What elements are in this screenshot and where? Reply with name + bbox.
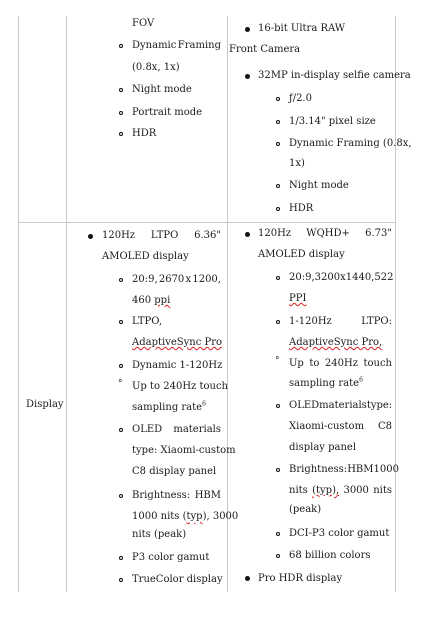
touch-text: sampling rate: [132, 402, 203, 413]
sub-bullet-icon: [276, 120, 280, 124]
brightness-typ: typ: [186, 511, 203, 522]
col2-touch-line1: [289, 357, 392, 371]
footnote-marker: 6: [359, 376, 363, 384]
sub-bullet-icon: [276, 276, 280, 280]
word: nits: [289, 485, 308, 496]
sub-bullet-icon: [119, 320, 123, 324]
sub-bullet-icon: [119, 428, 123, 432]
word: 20:9,: [132, 274, 158, 285]
footnote-marker: 6: [202, 400, 206, 408]
sub-bullet-icon: [276, 404, 280, 408]
sub-bullet-icon: [276, 468, 280, 472]
touch-text: sampling rate: [289, 378, 360, 389]
word: Brightness:: [289, 464, 348, 475]
col1-oled-line2: type: Xiaomi-custom: [132, 445, 236, 456]
word: 6.36": [194, 230, 221, 241]
sub-bullet-icon: [119, 44, 123, 48]
word: 1200,: [192, 274, 221, 285]
col2-ultra-raw: 16-bit Ultra RAW: [258, 23, 346, 34]
col2-brightness-line2: [289, 484, 392, 498]
col2-brightness-line3: (peak): [289, 504, 322, 515]
col1-main-display-line2: AMOLED display: [102, 251, 189, 262]
sub-bullet-icon: [276, 207, 280, 211]
col1-main-display-line1: [102, 229, 221, 243]
table-column-divider-2: [227, 16, 228, 592]
word: OLED: [289, 400, 320, 411]
sub-bullet-icon: [119, 132, 123, 136]
adaptivesync: AdaptiveSync Pro,: [289, 337, 383, 348]
col1-brightness-line2: [132, 510, 238, 524]
word: Up: [289, 358, 304, 369]
col2-oled-line2: [289, 420, 392, 434]
word: 3200: [314, 272, 341, 283]
col1-portrait-mode: Portrait mode: [132, 107, 203, 118]
ppi-unit: ppi: [154, 295, 171, 306]
word: materials: [319, 400, 367, 411]
word: HBM: [347, 464, 374, 475]
col2-hdr: HDR: [289, 203, 314, 214]
sub-bullet-icon: [276, 554, 280, 558]
col2-night-mode: Night mode: [289, 180, 349, 191]
sub-bullet-icon: [276, 184, 280, 188]
sub-bullet-icon: [119, 578, 123, 582]
col2-oled-line1: [289, 399, 392, 413]
col1-dynamic-refresh: Dynamic 1-120Hz: [132, 360, 223, 371]
col2-ltpo-line2: [289, 336, 382, 350]
sub-bullet-icon: [119, 278, 123, 282]
table-border-left: [18, 16, 19, 592]
col2-aperture: ƒ/2.0: [289, 93, 312, 104]
word: x: [185, 274, 192, 285]
word: 120Hz: [258, 228, 292, 239]
bullet-icon: [245, 232, 250, 237]
word: 1-120Hz: [289, 316, 332, 327]
col2-pro-hdr: Pro HDR display: [258, 573, 343, 584]
col1-ltpo-line2: AdaptiveSync Pro: [132, 337, 223, 348]
col1-p3-gamut: P3 color gamut: [132, 552, 210, 563]
table-row-divider: [18, 222, 396, 223]
word: 6.73": [365, 228, 392, 239]
col1-dynamic-framing-line2: (0.8x, 1x): [132, 62, 180, 73]
word: Framing: [177, 40, 221, 51]
bullet-icon: [245, 27, 250, 32]
word: nits: [373, 485, 392, 496]
col1-touch-line2: [132, 401, 206, 415]
col1-brightness-line3: nits (peak): [132, 529, 187, 540]
col2-ltpo-line1: [289, 315, 392, 329]
col2-pixel-size: 1/3.14" pixel size: [289, 116, 376, 127]
sub-bullet-icon: [276, 320, 280, 324]
col2-main-display-line1: [258, 227, 392, 241]
word: type:: [366, 400, 393, 411]
table-column-divider-1: [66, 16, 67, 592]
col1-truecolor: TrueColor display: [132, 574, 223, 585]
col2-oled-line3: display panel: [289, 442, 357, 453]
bullet-icon: [88, 234, 93, 239]
col2-touch-line2: [289, 377, 363, 391]
sub-bullet-icon: [119, 364, 123, 368]
col2-dynamic-framing-line1: Dynamic Framing (0.8x,: [289, 138, 412, 149]
word: touch: [363, 358, 392, 369]
word: Brightness:: [132, 490, 191, 501]
word: 522: [374, 272, 394, 283]
col1-oled-line1: [132, 423, 221, 437]
col2-brightness-line1: [289, 463, 399, 477]
brightness-pre: 1000 nits (: [132, 511, 187, 522]
col2-front-camera-heading: Front Camera: [229, 44, 301, 55]
col1-touch-line1: Up to 240Hz touch: [132, 381, 229, 392]
col1-fov: FOV: [132, 18, 155, 29]
word: WQHD+: [306, 228, 350, 239]
word: Dynamic: [132, 40, 177, 51]
word-typ: (typ),: [312, 485, 340, 496]
word: OLED: [132, 424, 163, 435]
col2-main-display-line2: AMOLED display: [258, 249, 345, 260]
col1-hdr: HDR: [132, 128, 157, 139]
col1-resolution-line2: [132, 294, 170, 308]
col2-68-billion-colors: 68 billion colors: [289, 550, 371, 561]
word: LTPO: [150, 230, 179, 241]
sub-bullet-degree-icon: °: [275, 356, 280, 366]
col2-resolution-line2: PPI: [289, 293, 307, 304]
sub-bullet-icon: [276, 142, 280, 146]
word: LTPO:: [361, 316, 392, 327]
word: C8: [377, 421, 392, 432]
ppi-number: 460: [132, 295, 155, 306]
col2-dynamic-framing-line2: 1x): [289, 158, 305, 169]
word: Xiaomi-custom: [289, 421, 365, 432]
word: 120Hz: [102, 230, 136, 241]
col1-oled-line3: C8 display panel: [132, 466, 217, 477]
sub-bullet-icon: [119, 111, 123, 115]
sub-bullet-icon: [276, 97, 280, 101]
col2-dci-p3: DCI-P3 color gamut: [289, 528, 390, 539]
sub-bullet-icon: [119, 556, 123, 560]
col1-dynamic-framing-line1: [132, 39, 221, 53]
sub-bullet-degree-icon: °: [118, 379, 123, 389]
word: 1440,: [345, 272, 375, 283]
sub-bullet-icon: [119, 88, 123, 92]
bullet-icon: [245, 576, 250, 581]
word: to: [309, 358, 320, 369]
brightness-post: ), 3000: [202, 511, 239, 522]
col1-night-mode: Night mode: [132, 84, 192, 95]
word: 3000: [343, 485, 369, 496]
bullet-icon: [245, 74, 250, 79]
col2-selfie-camera: 32MP in-display selfie camera: [258, 70, 411, 81]
word: 2670: [158, 274, 185, 285]
sub-bullet-icon: [276, 532, 280, 536]
word: materials: [173, 424, 221, 435]
word: HBM: [194, 490, 221, 501]
table-border-right: [395, 16, 396, 592]
col1-resolution-line1: [132, 273, 221, 287]
col1-ltpo-line1: LTPO,: [132, 316, 163, 327]
word: 240Hz: [324, 358, 358, 369]
word: 1000: [373, 464, 399, 475]
col1-brightness-line1: [132, 489, 221, 503]
col2-resolution-line1: [289, 271, 392, 285]
sub-bullet-icon: [119, 494, 123, 498]
row-label-display: Display: [26, 399, 64, 410]
word: 20:9,: [289, 272, 315, 283]
word: x: [340, 272, 346, 283]
